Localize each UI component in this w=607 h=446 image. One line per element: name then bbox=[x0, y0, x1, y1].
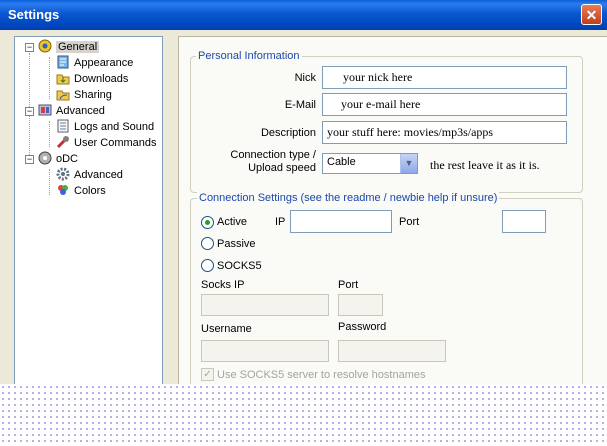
title-bar[interactable] bbox=[0, 0, 607, 30]
nick-input[interactable]: your nick here bbox=[322, 66, 567, 89]
tree-item-advanced[interactable]: Advanced bbox=[38, 103, 105, 119]
connection-note: the rest leave it as it is. bbox=[430, 158, 540, 172]
tree-item-appearance[interactable]: Appearance bbox=[56, 55, 133, 71]
user-commands-icon bbox=[56, 135, 70, 149]
close-icon: ✕ bbox=[585, 7, 598, 23]
resolve-hostnames-checkbox[interactable]: ✓ bbox=[201, 368, 214, 381]
username-label: Username bbox=[201, 323, 252, 335]
gear-icon bbox=[56, 167, 70, 181]
active-label[interactable]: Active bbox=[217, 216, 247, 228]
connection-type-select[interactable] bbox=[322, 153, 418, 174]
ip-input[interactable] bbox=[290, 210, 392, 233]
expand-toggle-advanced[interactable]: − bbox=[26, 106, 33, 116]
tree-guide-line bbox=[49, 121, 50, 147]
tree-item-general[interactable]: General bbox=[38, 39, 99, 55]
connection-settings-title: Connection Settings (see the readme / newbie help if unsure) bbox=[199, 192, 498, 204]
chevron-down-icon[interactable]: ▼ bbox=[400, 154, 417, 173]
port-label: Port bbox=[399, 216, 420, 228]
nick-label: Nick bbox=[294, 72, 316, 84]
socks5-radio[interactable] bbox=[201, 259, 214, 272]
socks5-label[interactable]: SOCKS5 bbox=[217, 260, 262, 272]
tree-item-odc[interactable]: oDC bbox=[38, 151, 78, 167]
email-input[interactable]: your e-mail here bbox=[322, 93, 567, 116]
tree-item-odc-advanced[interactable]: Advanced bbox=[56, 167, 123, 183]
expand-toggle-general[interactable]: − bbox=[26, 42, 33, 52]
tree-item-sharing[interactable]: Sharing bbox=[56, 87, 112, 103]
settings-tree bbox=[14, 36, 163, 384]
username-input[interactable] bbox=[201, 340, 329, 362]
odc-icon bbox=[38, 151, 52, 165]
dotted-background bbox=[0, 384, 607, 446]
tree-item-colors[interactable]: Colors bbox=[56, 183, 106, 199]
personal-information-title: Personal Information bbox=[198, 50, 300, 62]
resolve-hostnames-label[interactable]: Use SOCKS5 server to resolve hostnames bbox=[217, 369, 426, 381]
appearance-icon bbox=[56, 55, 70, 69]
socks-port-label: Port bbox=[338, 279, 359, 291]
tree-guide-line bbox=[49, 57, 50, 99]
passive-radio[interactable] bbox=[201, 237, 214, 250]
email-label: E-Mail bbox=[284, 99, 316, 111]
colors-icon bbox=[56, 183, 70, 197]
description-input[interactable]: your stuff here: movies/mp3s/apps bbox=[322, 121, 567, 144]
logs-icon bbox=[56, 119, 70, 133]
close-button[interactable] bbox=[581, 4, 602, 25]
passive-label[interactable]: Passive bbox=[217, 238, 256, 250]
tree-item-user-commands[interactable]: User Commands bbox=[56, 135, 157, 151]
socks-port-input[interactable] bbox=[338, 294, 383, 316]
sharing-folder-icon bbox=[56, 87, 70, 101]
downloads-folder-icon bbox=[56, 71, 70, 85]
window-title: Settings bbox=[8, 7, 60, 22]
port-input[interactable] bbox=[502, 210, 546, 233]
connection-type-value: Cable bbox=[327, 156, 356, 168]
expand-toggle-odc[interactable]: − bbox=[26, 154, 33, 164]
general-icon bbox=[38, 39, 52, 53]
socks-ip-input[interactable] bbox=[201, 294, 329, 316]
connection-type-label: Connection type / bbox=[230, 149, 316, 161]
tree-item-logs-and-sound[interactable]: Logs and Sound bbox=[56, 119, 154, 135]
ip-label: IP bbox=[275, 216, 286, 228]
tree-item-downloads[interactable]: Downloads bbox=[56, 71, 128, 87]
upload-speed-label: Upload speed bbox=[248, 162, 316, 174]
socks-ip-label: Socks IP bbox=[201, 279, 245, 291]
password-label: Password bbox=[338, 321, 387, 333]
description-label: Description bbox=[260, 127, 316, 139]
active-radio[interactable] bbox=[201, 216, 214, 229]
advanced-icon bbox=[38, 103, 52, 117]
password-input[interactable] bbox=[338, 340, 446, 362]
tree-guide-line bbox=[49, 169, 50, 195]
settings-panel bbox=[178, 36, 607, 384]
